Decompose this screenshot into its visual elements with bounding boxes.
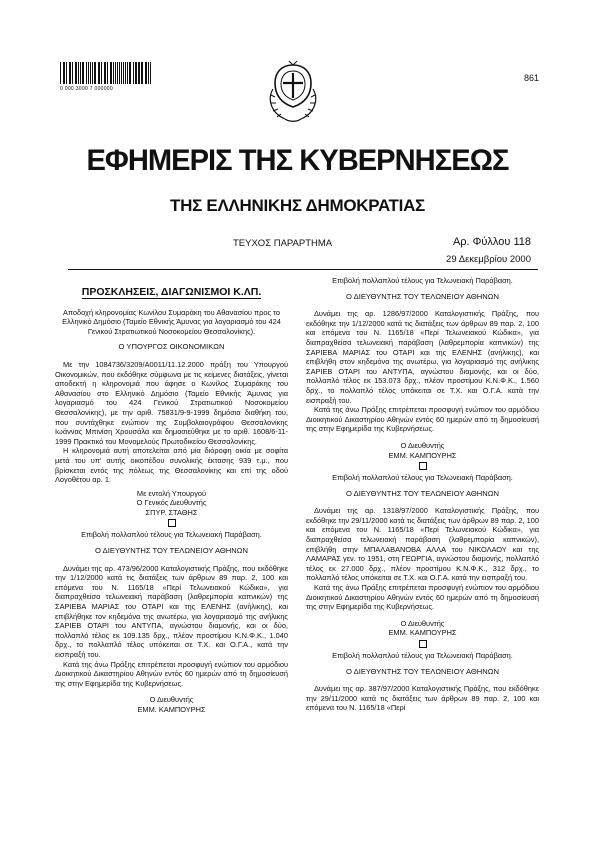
coat-of-arms-emblem (263, 59, 323, 127)
signature-block (306, 441, 539, 460)
customs-heading: Ο ΔΙΕΥΘΥΝΤΗΣ ΤΟΥ ΤΕΛΩΝΕΙΟΥ ΑΘΗΝΩΝ (346, 666, 499, 676)
customs-heading: Ο ΔΙΕΥΘΥΝΤΗΣ ΤΟΥ ΤΕΛΩΝΕΙΟΥ ΑΘΗΝΩΝ (346, 488, 499, 498)
ministry-heading: Ο ΥΠΟΥΡΓΟΣ ΟΙΚΟΝΟΜΙΚΩΝ (118, 342, 225, 352)
notice-paragraph: Δυνάμει της αρ. 1318/97/2000 Καταλογιστικής Πράξης, που εκδόθηκε την 29/11/2000 κατά τις διατάξεις των άρθρων 89 παρ. 2, 100 και επόμενα του Ν. 1165/18 «Περί Τελωνειακού Κώδικα», για διαπραχθείσα τελωνειακή παράβαση (λαθρεμπορία καπνικών), επιβλήθη στην ΜΠΑΛΑΒΑΝΟΒΑ ΑΛΛΑ του ΝΙΚΟΛΑΟΥ και της ΛΑΜΑΡΑΣ γεν. το 1951, στη ΓΕΩΡΓΙΑ, αγνώστου διαμονής, πολλαπλό τέλος εκ 27.000 δρχ., πλέον προστίμου Κ.Ν.Φ.Κ., 312 δρχ., το πολλαπλό τέλος υπόκειται σε Τ.Χ. και Ο.Γ.Α. κατά την εισπραξή του. (306, 506, 539, 583)
notice-title: Επιβολή πολλαπλού τέλους για Τελωνειακή Παράβαση. (332, 473, 513, 483)
notice-paragraph: Κατά της άνω Πράξης επιτρέπεται προσφυγή ενώπιον του αρμόδιου Διοικητικού Δικαστηρίου Αθηνών εντός 60 ημερών από τη δημοσίευσή της στην Εφημερίδα της Κυβερνήσεως. (306, 583, 539, 612)
signature-name: ΕΜΜ. ΚΑΜΠΟΥΡΗΣ (388, 450, 457, 460)
notice-paragraph: Δυνάμει της αρ. 1286/97/2000 Καταλογιστικής Πράξης, που εκδόθηκε την 1/12/2000 κατά τις διατάξεις των άρθρων 89 παρ. 2, 100 και επόμενα του Ν. 1165/18 «Περί Τελωνειακού Κώδικα», για διαπραχθείσα τελωνειακή παράβαση (λαθρεμπορία καπνικών) της ΣΑΡΙΕΒΑ ΜΑΡΙΑΣ του ΟΤΑΡΙ και της ΕΛΕΝΗΣ (ανήλικης), και επιβλήθη στον κηδεμόνα της ανωτέρω, για λογαριασμό της ανήλικης ΣΑΡΙΕΒ ΟΤΑΡΙ του ΑΝΤΥΠΑ, αγνώστου διαμονής, και οι δύο, πολλαπλό τέλος εκ 153.073 δρχ., πλέον προστίμου Κ.Ν.Φ.Κ., 1.560 δρχ., το πολλαπλό τέλος υπόκειται σε Τ.Χ. και Ο.Γ.Α. κατά την εισπραξή του. (306, 309, 539, 405)
signature-line: Ο Γενικός Διευθυντής (136, 498, 207, 508)
left-column (55, 276, 288, 715)
issue-type: ΤΕΥΧΟΣ ΠΑΡΑΡΤΗΜΑ (233, 238, 333, 249)
page-number: 861 (523, 73, 539, 83)
gazette-subtitle: ΤΗΣ ΕΛΛΗΝΙΚΗΣ ΔΗΜΟΚΡΑΤΙΑΣ (170, 196, 425, 215)
notice-title: Επιβολή πολλαπλού τέλους για Τελωνειακή Παράβαση. (332, 276, 513, 285)
signature-line: Ο Διευθυντής (400, 440, 445, 450)
barcode-bar (133, 62, 134, 84)
signature-line: Με εντολή Υπουργού (136, 488, 207, 498)
signature-block (55, 489, 288, 518)
section-title: ΠΡΟΣΚΛΗΣΕΙΣ, ΔΙΑΓΩΝΙΣΜΟΙ Κ.ΛΠ. (81, 286, 262, 298)
notice-paragraph: Δυνάμει της αρ. 387/97/2000 Καταλογιστικής Πράξης, που εκδόθηκε την 29/11/2000 κατά τις διατάξεις των άρθρων 89 παρ. 2, 100 και επόμενα του Ν. 1165/18 «Περί (306, 684, 539, 713)
customs-heading: Ο ΔΙΕΥΘΥΝΤΗΣ ΤΟΥ ΤΕΛΩΝΕΙΟΥ ΑΘΗΝΩΝ (346, 291, 499, 301)
notice-title: Επιβολή πολλαπλού τέλους για Τελωνειακή Παράβαση. (332, 651, 513, 660)
notice-paragraph: Η κληρονομιά αυτή αποτελείται από μία διόροφη οικία με σοφίτα μετά του υπ' αυτής οικοπέδου συνολικής έκτασης 939 τ.μ., που βρίσκεται εντός της πόλεως της Θεσσαλονίκης και επί της οδού Λογοθέτου αρ. 1. (55, 446, 288, 485)
barcode-bar (83, 62, 84, 84)
separator-square (168, 519, 176, 527)
notice-intro: Αποδοχή κληρονομίας Κωνίλου Συμαράκη του Αθανασίου προς το Ελληνικό Δημόσιο (Ταμείο Εθνικής Άμυνας για λογαριασμό του 424 Γενικού Στρατιωτικού Νοσοκομείου Θεσσαλονίκης). (62, 307, 281, 336)
barcode-bar (94, 62, 95, 84)
barcode (60, 62, 152, 84)
barcode-bar (88, 62, 89, 84)
barcode-bar (66, 62, 67, 84)
barcode-bar (110, 62, 111, 84)
sheet-number: Αρ. Φύλλου 118 (452, 236, 531, 248)
signature-line: Ο Διευθυντής (149, 695, 194, 705)
notice-title: Επιβολή πολλαπλού τέλους για Τελωνειακή Παράβαση. (81, 530, 262, 540)
gazette-title: ΕΦΗΜΕΡΙΣ ΤΗΣ ΚΥΒΕΡΝΗΣΕΩΣ (86, 144, 509, 177)
customs-heading: Ο ΔΙΕΥΘΥΝΤΗΣ ΤΟΥ ΤΕΛΩΝΕΙΟΥ ΑΘΗΝΩΝ (95, 546, 248, 556)
barcode-bar (76, 62, 77, 84)
notice-paragraph: Κατά της άνω Πράξης επιτρέπεται προσφυγή ενώπιον του αρμόδιου Διοικητικού Δικαστηρίου Αθηνών εντός 60 ημερών από τη δημοσίευσή της στην Εφημερίδα της Κυβερνήσεως. (306, 405, 539, 434)
header-rule (68, 269, 538, 270)
notice-paragraph: Με την 1084736/3209/Α0011/11.12.2000 πράξη του Υπουργού Οικονομικών, που εκδόθηκε σύμφωνα με τις κείμενες διατάξεις, γίνεται αποδεκτή η κληρονομιά που άφησε ο Κωνίλος Συμαράκης του Αθανασίου στο Ελληνικό Δημόσιο (Ταμείο Εθνικής Άμυνας για λογαριασμό του 424 Γενικού Στρατιωτικού Νοσοκομείου Θεσσαλονίκης), με την αριθ. 75831/9-9-1999 δημόσια διαθήκη του, που συντάχθηκε ενώπιον της Συμβολαιογράφου Θεσσαλονίκης Ιωάννας Μπινίση Χρουσάλα και δημοσιεύθηκε με το αριθ. 1608/6-11-1999 Πρακτικό του Μονομελούς Πρωτοδικείου Θεσσαλονίκης. (55, 359, 288, 446)
barcode-bar (60, 62, 61, 84)
separator-square (419, 462, 427, 470)
barcode-bar (121, 62, 122, 84)
barcode-bar (138, 62, 139, 84)
barcode-bar (146, 62, 147, 84)
barcode-bar (117, 62, 118, 84)
barcode-bar (70, 62, 71, 84)
notice-paragraph: Κατά της άνω Πράξης επιτρέπεται προσφυγή ενώπιον του αρμόδιου Διοικητικού Δικαστηρίου Αθηνών εντός 60 ημερών από τη δημοσίευσή της στην Εφημερίδα της Κυβερνήσεως. (55, 659, 288, 688)
signature-line: Ο Διευθυντής (400, 618, 445, 628)
signature-name: ΣΠΥΡ. ΣΤΑΘΗΣ (145, 507, 198, 517)
separator-square (419, 640, 427, 648)
signature-block (55, 695, 288, 714)
signature-name: ΕΜΜ. ΚΑΜΠΟΥΡΗΣ (388, 628, 457, 638)
right-column (306, 276, 539, 713)
barcode-bar (127, 62, 128, 84)
barcode-number: 0 000 3000 7 000000 (60, 86, 113, 92)
barcode-bar (107, 62, 108, 84)
notice-paragraph: Δυνάμει της αρ. 473/96/2000 Καταλογιστικής Πράξης, που εκδόθηκε την 1/12/2000 κατά τις διατάξεις των άρθρων 89 παρ. 2, 100 και επόμενα του Ν. 1165/18 «Περί Τελωνειακού Κώδικα», για διαπραχθείσα τελωνειακή παράβαση (λαθρεμπορία καπνικών) της ΣΑΡΙΕΒΑ ΜΑΡΙΑΣ του ΟΤΑΡΙ και της ΕΛΕΝΗΣ (ανήλικης), και επιβλήθηκε τον κηδεμόνα της ανωτέρω, για λογαριασμό της ανήλικης ΣΑΡΙΕΒ ΟΤΑΡΙ του ΑΝΤΥΠΑ, αγνώστου διαμονής, και οι δύο, πολλαπλό τέλος εκ 109.135 δρχ., πλέον προστίμου Κ.Ν.Φ.Κ., 1.040 δρχ., το πολλαπλό τέλος υπόκειται σε Τ.Χ. και Ο.Γ.Α., κατά την εισπραξή του. (55, 563, 288, 659)
signature-block (306, 619, 539, 638)
barcode-bar (101, 62, 102, 84)
barcode-bar (150, 62, 151, 84)
signature-name: ΕΜΜ. ΚΑΜΠΟΥΡΗΣ (137, 704, 206, 714)
issue-date: 29 Δεκεμβρίου 2000 (446, 254, 531, 265)
